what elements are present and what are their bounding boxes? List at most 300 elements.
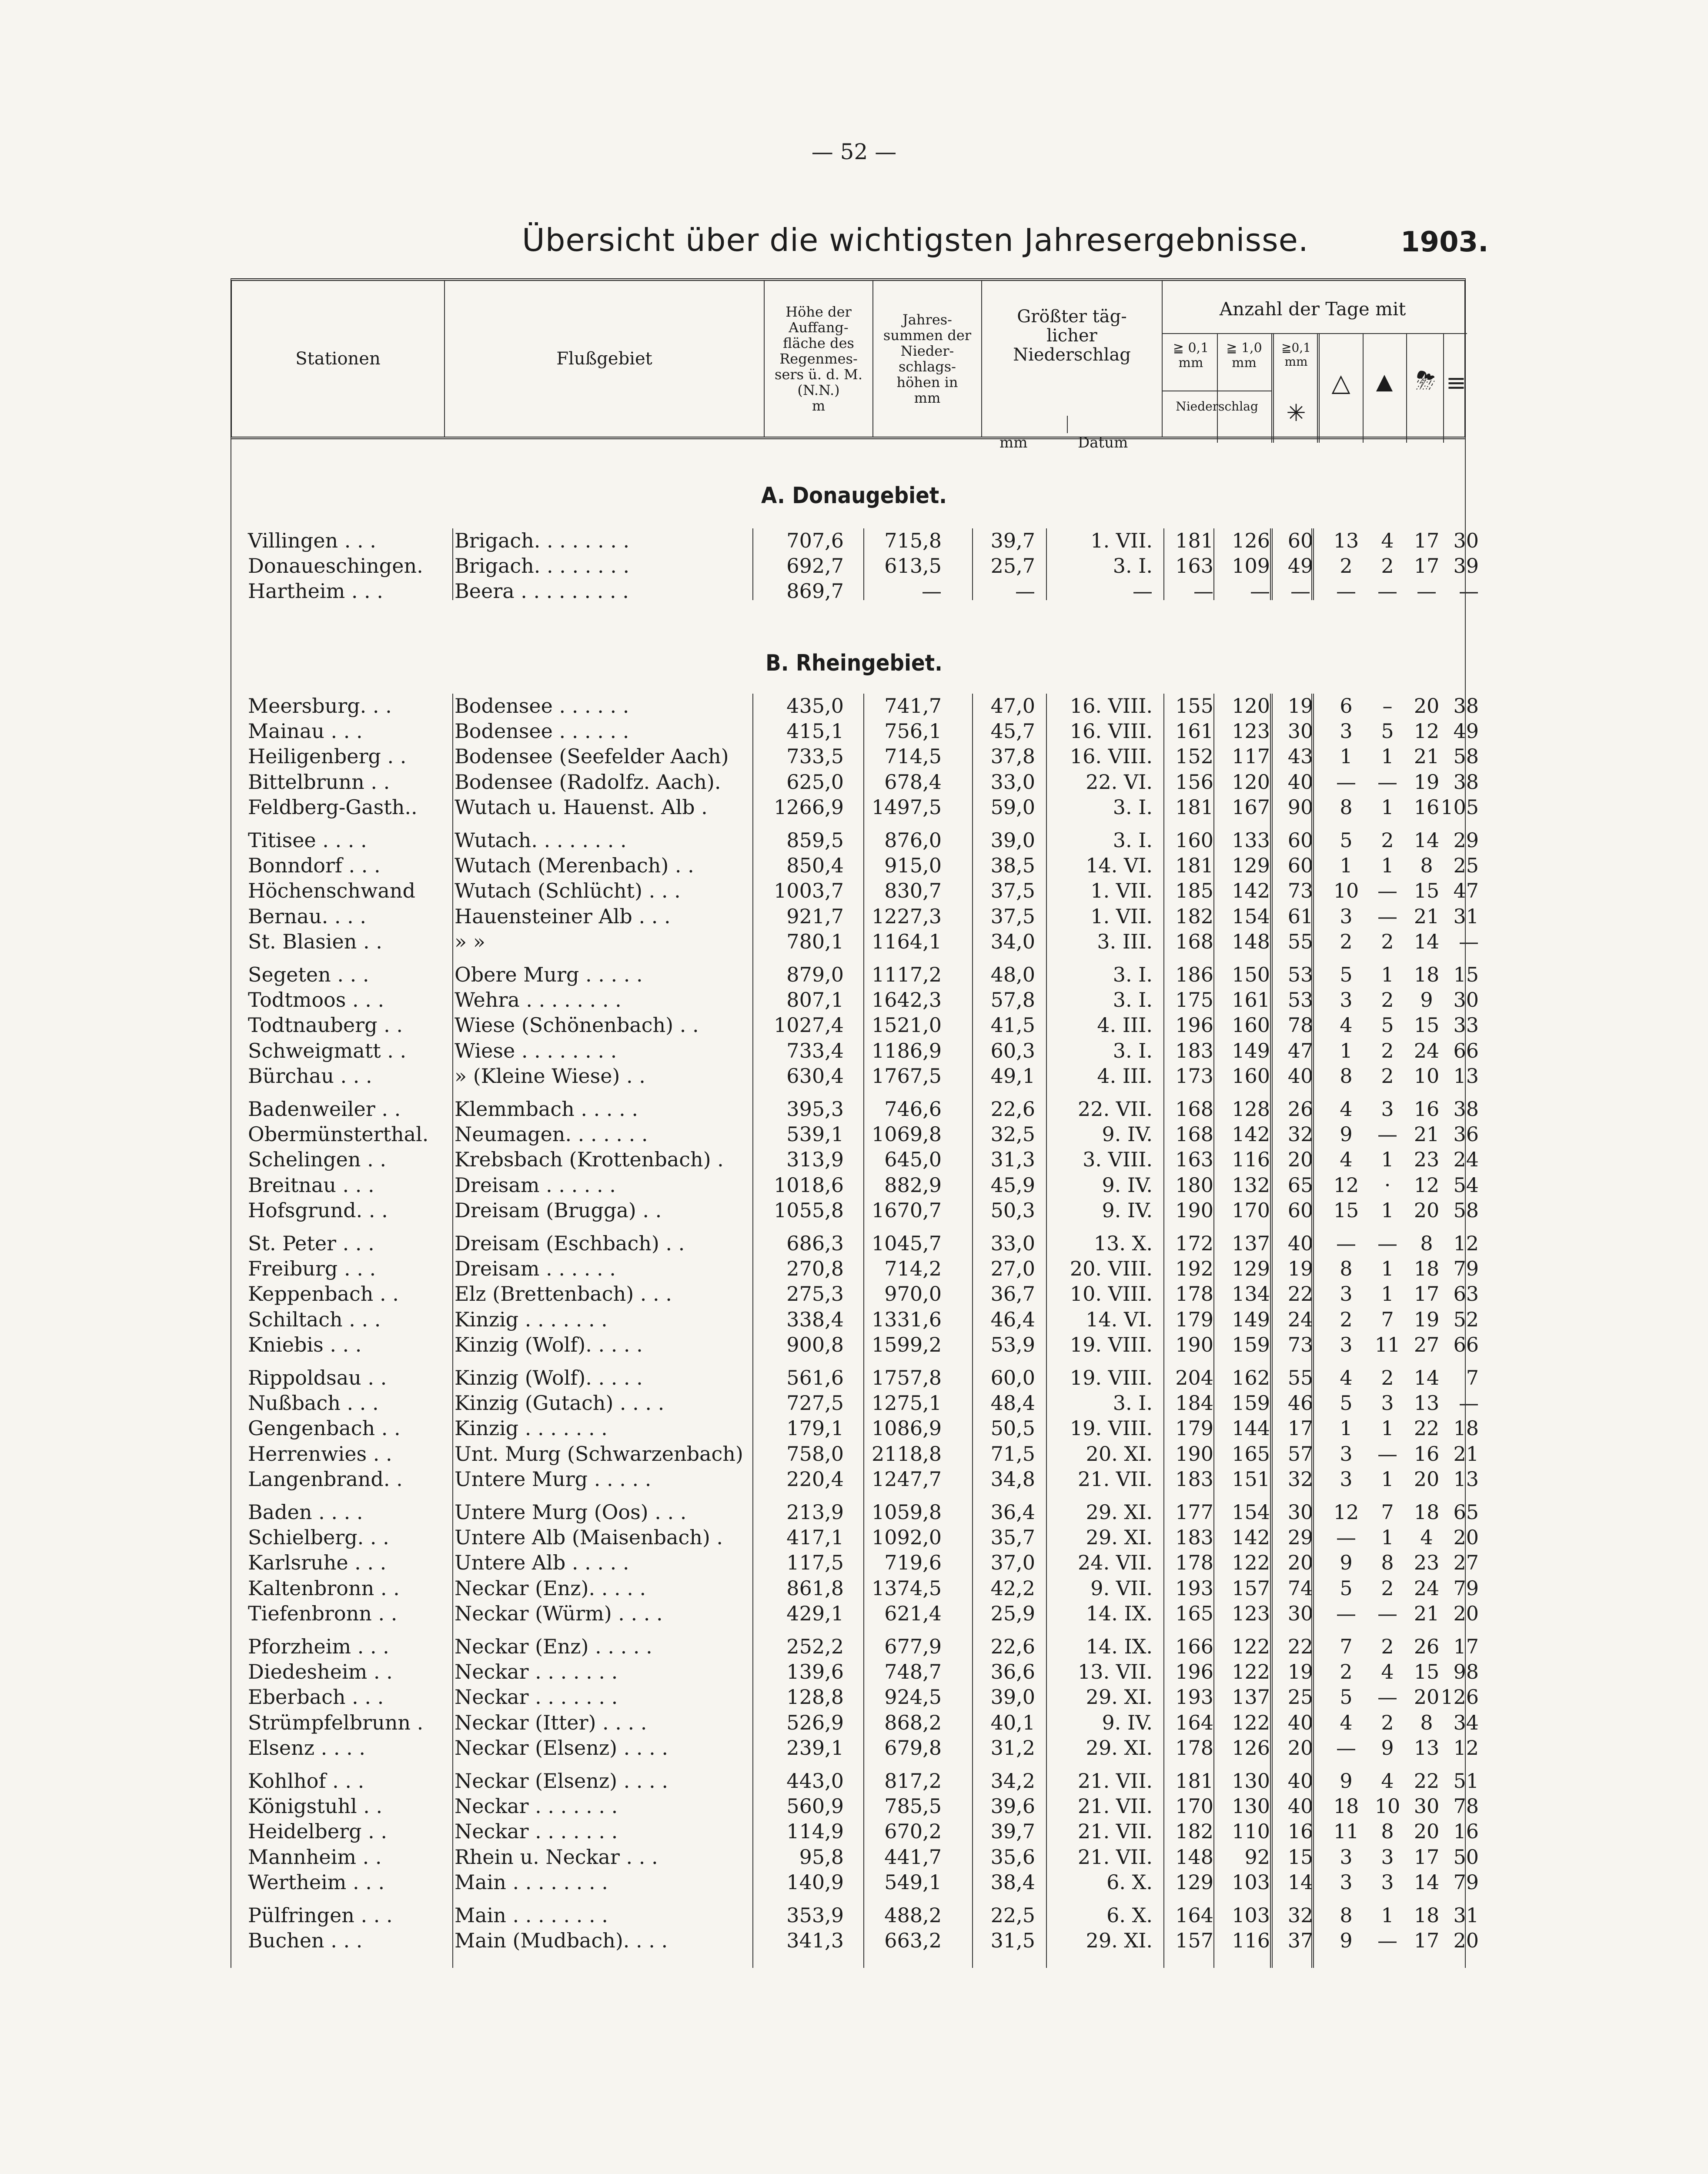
cell-station: Strümpfelbrunn . (248, 1710, 424, 1734)
table-row (235, 1928, 1479, 1953)
column-rule (972, 694, 973, 1968)
table-row (235, 1173, 1479, 1197)
cell-max-mm: 39,7 (990, 1820, 1035, 1843)
cell-jahressumme: 488,2 (884, 1904, 942, 1927)
cell-tage-gewitter: 20 (1414, 1467, 1440, 1491)
cell-max-datum: 29. XI. (1086, 1500, 1153, 1524)
cell-station: Freiburg . . . (248, 1257, 376, 1281)
cell-tage-hagel: 9 (1340, 1929, 1353, 1953)
cell-max-datum: 19. VIII. (1070, 1332, 1153, 1356)
cell-tage-ge01: 163 (1175, 554, 1213, 578)
cell-flussgebiet: Wutach (Merenbach) . . (455, 854, 694, 878)
cell-tage-ge01: 156 (1175, 770, 1213, 794)
cell-hoehe: 1027,4 (774, 1013, 844, 1037)
cell-tage-graupel: 2 (1381, 929, 1394, 953)
header-anzahl: Anzahl der Tage mit (1219, 298, 1406, 320)
cell-max-mm: 22,5 (990, 1904, 1035, 1927)
cell-tage-ge10: 150 (1232, 963, 1270, 986)
table-row (235, 1416, 1479, 1440)
cell-tage-ge10: 92 (1244, 1845, 1270, 1869)
cell-tage-ge10: 122 (1232, 1635, 1270, 1658)
divider (1271, 334, 1274, 443)
cell-max-mm: 33,0 (990, 770, 1035, 794)
cell-max-datum: 20. XI. (1086, 1442, 1153, 1466)
divider (1217, 334, 1218, 443)
table-row (235, 1282, 1479, 1306)
cell-flussgebiet: Wutach u. Hauenst. Alb . (455, 795, 708, 819)
cell-hoehe: 239,1 (786, 1736, 844, 1760)
cell-tage-schnee: 74 (1287, 1576, 1314, 1600)
table-row (235, 744, 1479, 768)
cell-max-datum: 14. VI. (1086, 854, 1153, 878)
cell-tage-nebel: — (1459, 1391, 1479, 1415)
cell-jahressumme: 741,7 (884, 694, 942, 718)
cell-tage-graupel: — (1377, 770, 1397, 794)
cell-tage-ge10: 120 (1232, 694, 1270, 718)
cell-flussgebiet: Rhein u. Neckar . . . (455, 1845, 658, 1869)
cell-hoehe: 526,9 (786, 1710, 844, 1734)
cell-tage-ge01: 166 (1175, 1635, 1213, 1658)
cell-max-mm: 37,8 (990, 745, 1035, 768)
cell-max-datum: 22. VI. (1086, 770, 1153, 794)
cell-tage-schnee: 40 (1287, 1794, 1314, 1818)
cell-max-datum: 14. IX. (1086, 1601, 1153, 1625)
cell-tage-gewitter: 19 (1414, 770, 1440, 794)
header-js-l0: Jahres- (902, 311, 952, 328)
header-gr-l1: licher (1046, 326, 1097, 346)
cell-flussgebiet: Neckar (Itter) . . . . (455, 1710, 647, 1734)
table-row (235, 1769, 1479, 1793)
cell-station: St. Blasien . . (248, 929, 382, 953)
cell-max-mm: 36,4 (990, 1500, 1035, 1524)
cell-tage-hagel: 4 (1340, 1148, 1353, 1172)
cell-max-datum: 1. VII. (1090, 904, 1153, 928)
cell-hoehe: 415,1 (786, 719, 844, 743)
cell-tage-hagel: 3 (1340, 1845, 1353, 1869)
column-rule (1163, 694, 1164, 1968)
cell-max-mm: 35,6 (990, 1845, 1035, 1869)
cell-jahressumme: 830,7 (884, 879, 942, 903)
cell-tage-ge10: 122 (1232, 1660, 1270, 1684)
cell-tage-schnee: 57 (1287, 1442, 1314, 1466)
cell-tage-ge10: 159 (1232, 1332, 1270, 1356)
cell-max-datum: 16. VIII. (1070, 719, 1153, 743)
cell-tage-nebel: 58 (1453, 745, 1479, 768)
cell-tage-schnee: 49 (1287, 554, 1314, 578)
header-js-l2: Nieder- (900, 343, 954, 359)
cell-jahressumme: 1069,8 (872, 1122, 942, 1146)
cell-tage-ge10: 142 (1232, 879, 1270, 903)
cell-tage-ge01: 183 (1175, 1039, 1213, 1062)
cell-jahressumme: 817,2 (884, 1769, 942, 1793)
cell-jahressumme: 748,7 (884, 1660, 942, 1684)
cell-tage-gewitter: 13 (1414, 1391, 1440, 1415)
cell-max-mm: 39,0 (990, 1685, 1035, 1709)
cell-tage-nebel: 66 (1453, 1332, 1479, 1356)
cell-tage-schnee: 73 (1287, 1332, 1314, 1356)
cell-tage-nebel: 78 (1453, 1794, 1479, 1818)
cell-tage-ge01: 160 (1175, 828, 1213, 852)
cell-tage-hagel: 18 (1333, 1794, 1359, 1818)
cell-max-datum: 4. III. (1097, 1064, 1153, 1088)
header-stationen-label: Stationen (295, 349, 381, 369)
thunderstorm-icon: ⛈ (1416, 367, 1436, 395)
divider (1317, 334, 1320, 443)
cell-tage-hagel: 10 (1333, 879, 1359, 903)
cell-tage-ge10: 123 (1232, 719, 1270, 743)
cell-tage-gewitter: 21 (1414, 1122, 1440, 1146)
cell-station: Schielberg. . . (248, 1526, 389, 1550)
cell-tage-ge10: 161 (1232, 988, 1270, 1012)
cell-hoehe: 625,0 (786, 770, 844, 794)
cell-jahressumme: 1521,0 (872, 1013, 942, 1037)
cell-tage-schnee: 40 (1287, 1064, 1314, 1088)
cell-tage-graupel: 1 (1381, 854, 1394, 878)
cell-flussgebiet: Wutach. . . . . . . . (455, 828, 627, 852)
cell-station: Feldberg-Gasth.. (248, 795, 418, 819)
cell-tage-graupel: — (1377, 1122, 1397, 1146)
cell-tage-schnee: 90 (1287, 795, 1314, 819)
cell-tage-gewitter: 15 (1414, 1660, 1440, 1684)
cell-max-mm: 32,5 (990, 1122, 1035, 1146)
cell-hoehe: 1018,6 (774, 1173, 844, 1197)
cell-tage-hagel: 4 (1340, 1710, 1353, 1734)
cell-flussgebiet: Kinzig . . . . . . . (455, 1307, 608, 1331)
cell-tage-hagel: 8 (1340, 1064, 1353, 1088)
cell-jahressumme: 1164,1 (872, 929, 942, 953)
cell-max-mm: 22,6 (990, 1635, 1035, 1658)
cell-max-datum: 22. VII. (1078, 1097, 1153, 1121)
header-hoehe-l0: Höhe der (785, 304, 852, 320)
cell-tage-nebel: 15 (1453, 963, 1479, 986)
cell-hoehe: 435,0 (786, 694, 844, 718)
cell-tage-ge10: 128 (1232, 1097, 1270, 1121)
cell-tage-nebel: 30 (1453, 988, 1479, 1012)
cell-tage-nebel: 12 (1453, 1232, 1479, 1255)
cell-tage-ge01: 165 (1175, 1601, 1213, 1625)
cell-tage-gewitter: 4 (1420, 1526, 1433, 1550)
header-gr-l0: Größter täg- (1017, 307, 1127, 327)
header-hoehe-l5: (N.N.) (797, 382, 840, 398)
cell-station: Diedesheim . . (248, 1660, 393, 1684)
cell-max-datum: 1. VII. (1090, 879, 1153, 903)
cell-tage-gewitter: 26 (1414, 1635, 1440, 1658)
cell-station: St. Peter . . . (248, 1232, 374, 1255)
cell-tage-graupel: — (1377, 1442, 1397, 1466)
cell-tage-graupel: 5 (1381, 719, 1394, 743)
cell-tage-ge01: 179 (1175, 1416, 1213, 1440)
cell-tage-ge01: 170 (1175, 1794, 1213, 1818)
cell-hoehe: 692,7 (786, 554, 844, 578)
cell-tage-nebel: 52 (1453, 1307, 1479, 1331)
cell-station: Baden . . . . (248, 1500, 363, 1524)
cell-tage-hagel: 2 (1340, 929, 1353, 953)
cell-tage-ge10: 122 (1232, 1551, 1270, 1575)
cell-hoehe: 1003,7 (774, 879, 844, 903)
cell-max-mm: 37,5 (990, 904, 1035, 928)
cell-tage-hagel: 9 (1340, 1122, 1353, 1146)
table-row (235, 1525, 1479, 1550)
table-row (235, 795, 1479, 819)
cell-hoehe: 1266,9 (774, 795, 844, 819)
cell-hoehe: 179,1 (786, 1416, 844, 1440)
cell-tage-ge10: 122 (1232, 1710, 1270, 1734)
cell-jahressumme: — (922, 579, 942, 603)
cell-tage-hagel: 3 (1340, 719, 1353, 743)
cell-flussgebiet: Main . . . . . . . . (455, 1870, 608, 1894)
cell-flussgebiet: Brigach. . . . . . . . (455, 529, 630, 552)
cell-tage-schnee: 32 (1287, 1904, 1314, 1927)
cell-tage-ge10: 154 (1232, 904, 1270, 928)
header-hoehe-l1: Auffang- (789, 319, 849, 336)
cell-max-mm: 38,4 (990, 1870, 1035, 1894)
cell-hoehe: 95,8 (799, 1845, 844, 1869)
cell-tage-gewitter: 16 (1414, 1442, 1440, 1466)
cell-tage-schnee: 60 (1287, 1198, 1314, 1222)
cell-jahressumme: 756,1 (884, 719, 942, 743)
hail-triangle-outline-icon: △ (1331, 369, 1350, 397)
cell-tage-nebel: 13 (1453, 1064, 1479, 1088)
cell-tage-schnee: 22 (1287, 1635, 1314, 1658)
cell-station: Kaltenbronn . . (248, 1576, 400, 1600)
cell-max-mm: 33,0 (990, 1232, 1035, 1255)
cell-tage-hagel: 12 (1333, 1173, 1359, 1197)
cell-jahressumme: 746,6 (884, 1097, 942, 1121)
cell-tage-gewitter: 18 (1414, 1904, 1440, 1927)
cell-tage-ge10: 144 (1232, 1416, 1270, 1440)
cell-tage-graupel: 2 (1381, 554, 1394, 578)
cell-hoehe: 252,2 (786, 1635, 844, 1658)
cell-max-mm: 50,3 (990, 1198, 1035, 1222)
cell-tage-hagel: 8 (1340, 1904, 1353, 1927)
cell-flussgebiet: Bodensee (Radolfz. Aach). (455, 770, 721, 794)
cell-station: Langenbrand. . (248, 1467, 403, 1491)
cell-tage-ge01: 177 (1175, 1500, 1213, 1524)
cell-station: Bürchau . . . (248, 1064, 372, 1088)
cell-station: Bonndorf . . . (248, 854, 381, 878)
cell-tage-nebel: 38 (1453, 1097, 1479, 1121)
table-row (235, 1198, 1479, 1222)
cell-tage-schnee: 20 (1287, 1551, 1314, 1575)
cell-max-datum: 21. VII. (1078, 1467, 1153, 1491)
header-groesster (982, 281, 1163, 451)
table-row (235, 1685, 1479, 1709)
cell-tage-ge10: 154 (1232, 1500, 1270, 1524)
cell-tage-graupel: 2 (1381, 828, 1394, 852)
cell-max-mm: 50,5 (990, 1416, 1035, 1440)
cell-tage-nebel: 38 (1453, 770, 1479, 794)
cell-tage-hagel: 5 (1340, 1576, 1353, 1600)
cell-tage-schnee: 25 (1287, 1685, 1314, 1709)
cell-jahressumme: 613,5 (884, 554, 942, 578)
cell-max-mm: — (1015, 579, 1035, 603)
cell-max-mm: 39,6 (990, 1794, 1035, 1818)
cell-max-datum: 3. I. (1113, 554, 1153, 578)
cell-max-mm: 42,2 (990, 1576, 1035, 1600)
table-row (235, 1903, 1479, 1927)
cell-tage-ge10: 151 (1232, 1467, 1270, 1491)
cell-jahressumme: 679,8 (884, 1736, 942, 1760)
year-label: 1903. (1400, 226, 1489, 258)
cell-tage-gewitter: 8 (1420, 1232, 1433, 1255)
cell-max-mm: 27,0 (990, 1257, 1035, 1281)
cell-tage-hagel: 12 (1333, 1500, 1359, 1524)
cell-tage-hagel: 5 (1340, 828, 1353, 852)
table-row (235, 1870, 1479, 1894)
cell-max-datum: 3. VIII. (1083, 1148, 1153, 1172)
cell-jahressumme: 670,2 (884, 1820, 942, 1843)
cell-tage-schnee: 60 (1287, 854, 1314, 878)
cell-tage-schnee: 22 (1287, 1282, 1314, 1306)
cell-max-datum: 16. VIII. (1070, 745, 1153, 768)
cell-max-mm: 53,9 (990, 1332, 1035, 1356)
cell-max-datum: 24. VII. (1078, 1551, 1153, 1575)
cell-tage-schnee: 20 (1287, 1736, 1314, 1760)
cell-tage-gewitter: 17 (1414, 529, 1440, 552)
cell-station: Buchen . . . (248, 1929, 363, 1953)
cell-tage-nebel: 17 (1453, 1635, 1479, 1658)
cell-tage-nebel: 47 (1453, 879, 1479, 903)
cell-tage-nebel: 39 (1453, 554, 1479, 578)
cell-tage-ge10: 129 (1232, 1257, 1270, 1281)
table-row (235, 853, 1479, 878)
cell-flussgebiet: Main (Mudbach). . . . (455, 1929, 668, 1953)
cell-tage-ge01: 180 (1175, 1173, 1213, 1197)
cell-station: Todtnauberg . . (248, 1013, 403, 1037)
cell-station: Rippoldsau . . (248, 1366, 387, 1389)
cell-max-datum: 9. IV. (1102, 1198, 1153, 1222)
cell-tage-graupel: 2 (1381, 988, 1394, 1012)
cell-hoehe: 341,3 (786, 1929, 844, 1953)
cell-tage-gewitter: 24 (1414, 1039, 1440, 1062)
table-row (235, 1576, 1479, 1600)
cell-tage-gewitter: 22 (1414, 1416, 1440, 1440)
cell-tage-gewitter: 23 (1414, 1148, 1440, 1172)
cell-tage-schnee: 17 (1287, 1416, 1314, 1440)
table-row (235, 1819, 1479, 1843)
header-anzahl-subrow (1163, 333, 1467, 443)
cell-tage-nebel: 126 (1441, 1685, 1479, 1709)
section-title-donau: A. Donaugebiet. (761, 483, 947, 509)
cell-tage-schnee: 65 (1287, 1173, 1314, 1197)
cell-max-mm: 25,7 (990, 554, 1035, 578)
cell-station: Breitnau . . . (248, 1173, 374, 1197)
cell-tage-graupel: — (1377, 1685, 1397, 1709)
cell-tage-gewitter: 15 (1414, 879, 1440, 903)
cell-tage-hagel: 5 (1340, 1391, 1353, 1415)
cell-tage-gewitter: 22 (1414, 1769, 1440, 1793)
cell-station: Pülfringen . . . (248, 1904, 393, 1927)
cell-station: Badenweiler . . (248, 1097, 401, 1121)
table-row (235, 828, 1479, 852)
cell-tage-hagel: — (1336, 1232, 1356, 1255)
cell-tage-schnee: 55 (1287, 929, 1314, 953)
cell-hoehe: 429,1 (786, 1601, 844, 1625)
cell-tage-ge10: 162 (1232, 1366, 1270, 1389)
cell-station: Bernau. . . . (248, 904, 367, 928)
cell-station: Königstuhl . . (248, 1794, 383, 1818)
cell-max-datum: 21. VII. (1078, 1820, 1153, 1843)
cell-tage-schnee: 53 (1287, 988, 1314, 1012)
header-js-l1: summen der (883, 327, 972, 344)
cell-max-datum: 19. VIII. (1070, 1416, 1153, 1440)
cell-station: Tiefenbronn . . (248, 1601, 398, 1625)
cell-max-mm: 25,9 (990, 1601, 1035, 1625)
cell-station: Mainau . . . (248, 719, 363, 743)
column-rule (1465, 439, 1466, 1968)
cell-flussgebiet: Dreisam . . . . . . (455, 1173, 616, 1197)
cell-tage-graupel: 9 (1381, 1736, 1394, 1760)
cell-tage-graupel: 3 (1381, 1870, 1394, 1894)
cell-max-mm: 39,7 (990, 529, 1035, 552)
table-row (235, 1634, 1479, 1659)
cell-station: Villingen . . . (248, 529, 376, 552)
cell-tage-nebel: 7 (1466, 1366, 1479, 1389)
cell-flussgebiet: Neckar (Elsenz) . . . . (455, 1736, 668, 1760)
cell-tage-ge01: 178 (1175, 1282, 1213, 1306)
cell-tage-schnee: 19 (1287, 1660, 1314, 1684)
table-row (235, 1097, 1479, 1121)
cell-tage-schnee: 19 (1287, 694, 1314, 718)
cell-tage-schnee: 15 (1287, 1845, 1314, 1869)
cell-max-datum: 13. VII. (1078, 1660, 1153, 1684)
cell-tage-graupel: 1 (1381, 795, 1394, 819)
cell-tage-nebel: 27 (1453, 1551, 1479, 1575)
cell-tage-nebel: 63 (1453, 1282, 1479, 1306)
cell-tage-graupel: 1 (1381, 1282, 1394, 1306)
table-row (235, 528, 1479, 553)
cell-flussgebiet: Wehra . . . . . . . . (455, 988, 622, 1012)
cell-tage-nebel: 38 (1453, 694, 1479, 718)
header-hoehe-l2: fläche des (783, 335, 854, 351)
cell-flussgebiet: Krebsbach (Krottenbach) . (455, 1148, 724, 1172)
table-header (231, 278, 1467, 451)
cell-tage-ge10: 149 (1232, 1307, 1270, 1331)
cell-tage-graupel: 4 (1381, 1769, 1394, 1793)
cell-max-datum: 3. I. (1113, 1391, 1153, 1415)
cell-station: Herrenwies . . (248, 1442, 392, 1466)
cell-jahressumme: 915,0 (884, 854, 942, 878)
cell-tage-gewitter: 17 (1414, 1282, 1440, 1306)
cell-tage-ge10: 103 (1232, 1870, 1270, 1894)
cell-hoehe: 727,5 (786, 1391, 844, 1415)
cell-tage-ge01: 196 (1175, 1013, 1213, 1037)
cell-max-mm: 49,1 (990, 1064, 1035, 1088)
cell-max-datum: 16. VIII. (1070, 694, 1153, 718)
cell-tage-hagel: 9 (1340, 1551, 1353, 1575)
cell-max-datum: 19. VIII. (1070, 1366, 1153, 1389)
table-row (235, 694, 1479, 718)
cell-tage-hagel: 4 (1340, 1013, 1353, 1037)
cell-tage-graupel: 1 (1381, 1416, 1394, 1440)
cell-tage-ge01: 192 (1175, 1257, 1213, 1281)
cell-jahressumme: 1642,3 (872, 988, 942, 1012)
cell-flussgebiet: Untere Alb (Maisenbach) . (455, 1526, 723, 1550)
cell-tage-schnee: 46 (1287, 1391, 1314, 1415)
cell-tage-ge10: 130 (1232, 1794, 1270, 1818)
cell-jahressumme: 1757,8 (872, 1366, 942, 1389)
cell-flussgebiet: Wiese . . . . . . . . (455, 1039, 617, 1062)
cell-max-datum: 13. X. (1093, 1232, 1153, 1255)
cell-hoehe: 630,4 (786, 1064, 844, 1088)
cell-tage-nebel: 79 (1453, 1257, 1479, 1281)
cell-tage-schnee: 30 (1287, 719, 1314, 743)
cell-tage-nebel: 54 (1453, 1173, 1479, 1197)
cell-jahressumme: 677,9 (884, 1635, 942, 1658)
cell-tage-ge01: 173 (1175, 1064, 1213, 1088)
cell-tage-hagel: — (1336, 1526, 1356, 1550)
cell-max-mm: 39,0 (990, 828, 1035, 852)
